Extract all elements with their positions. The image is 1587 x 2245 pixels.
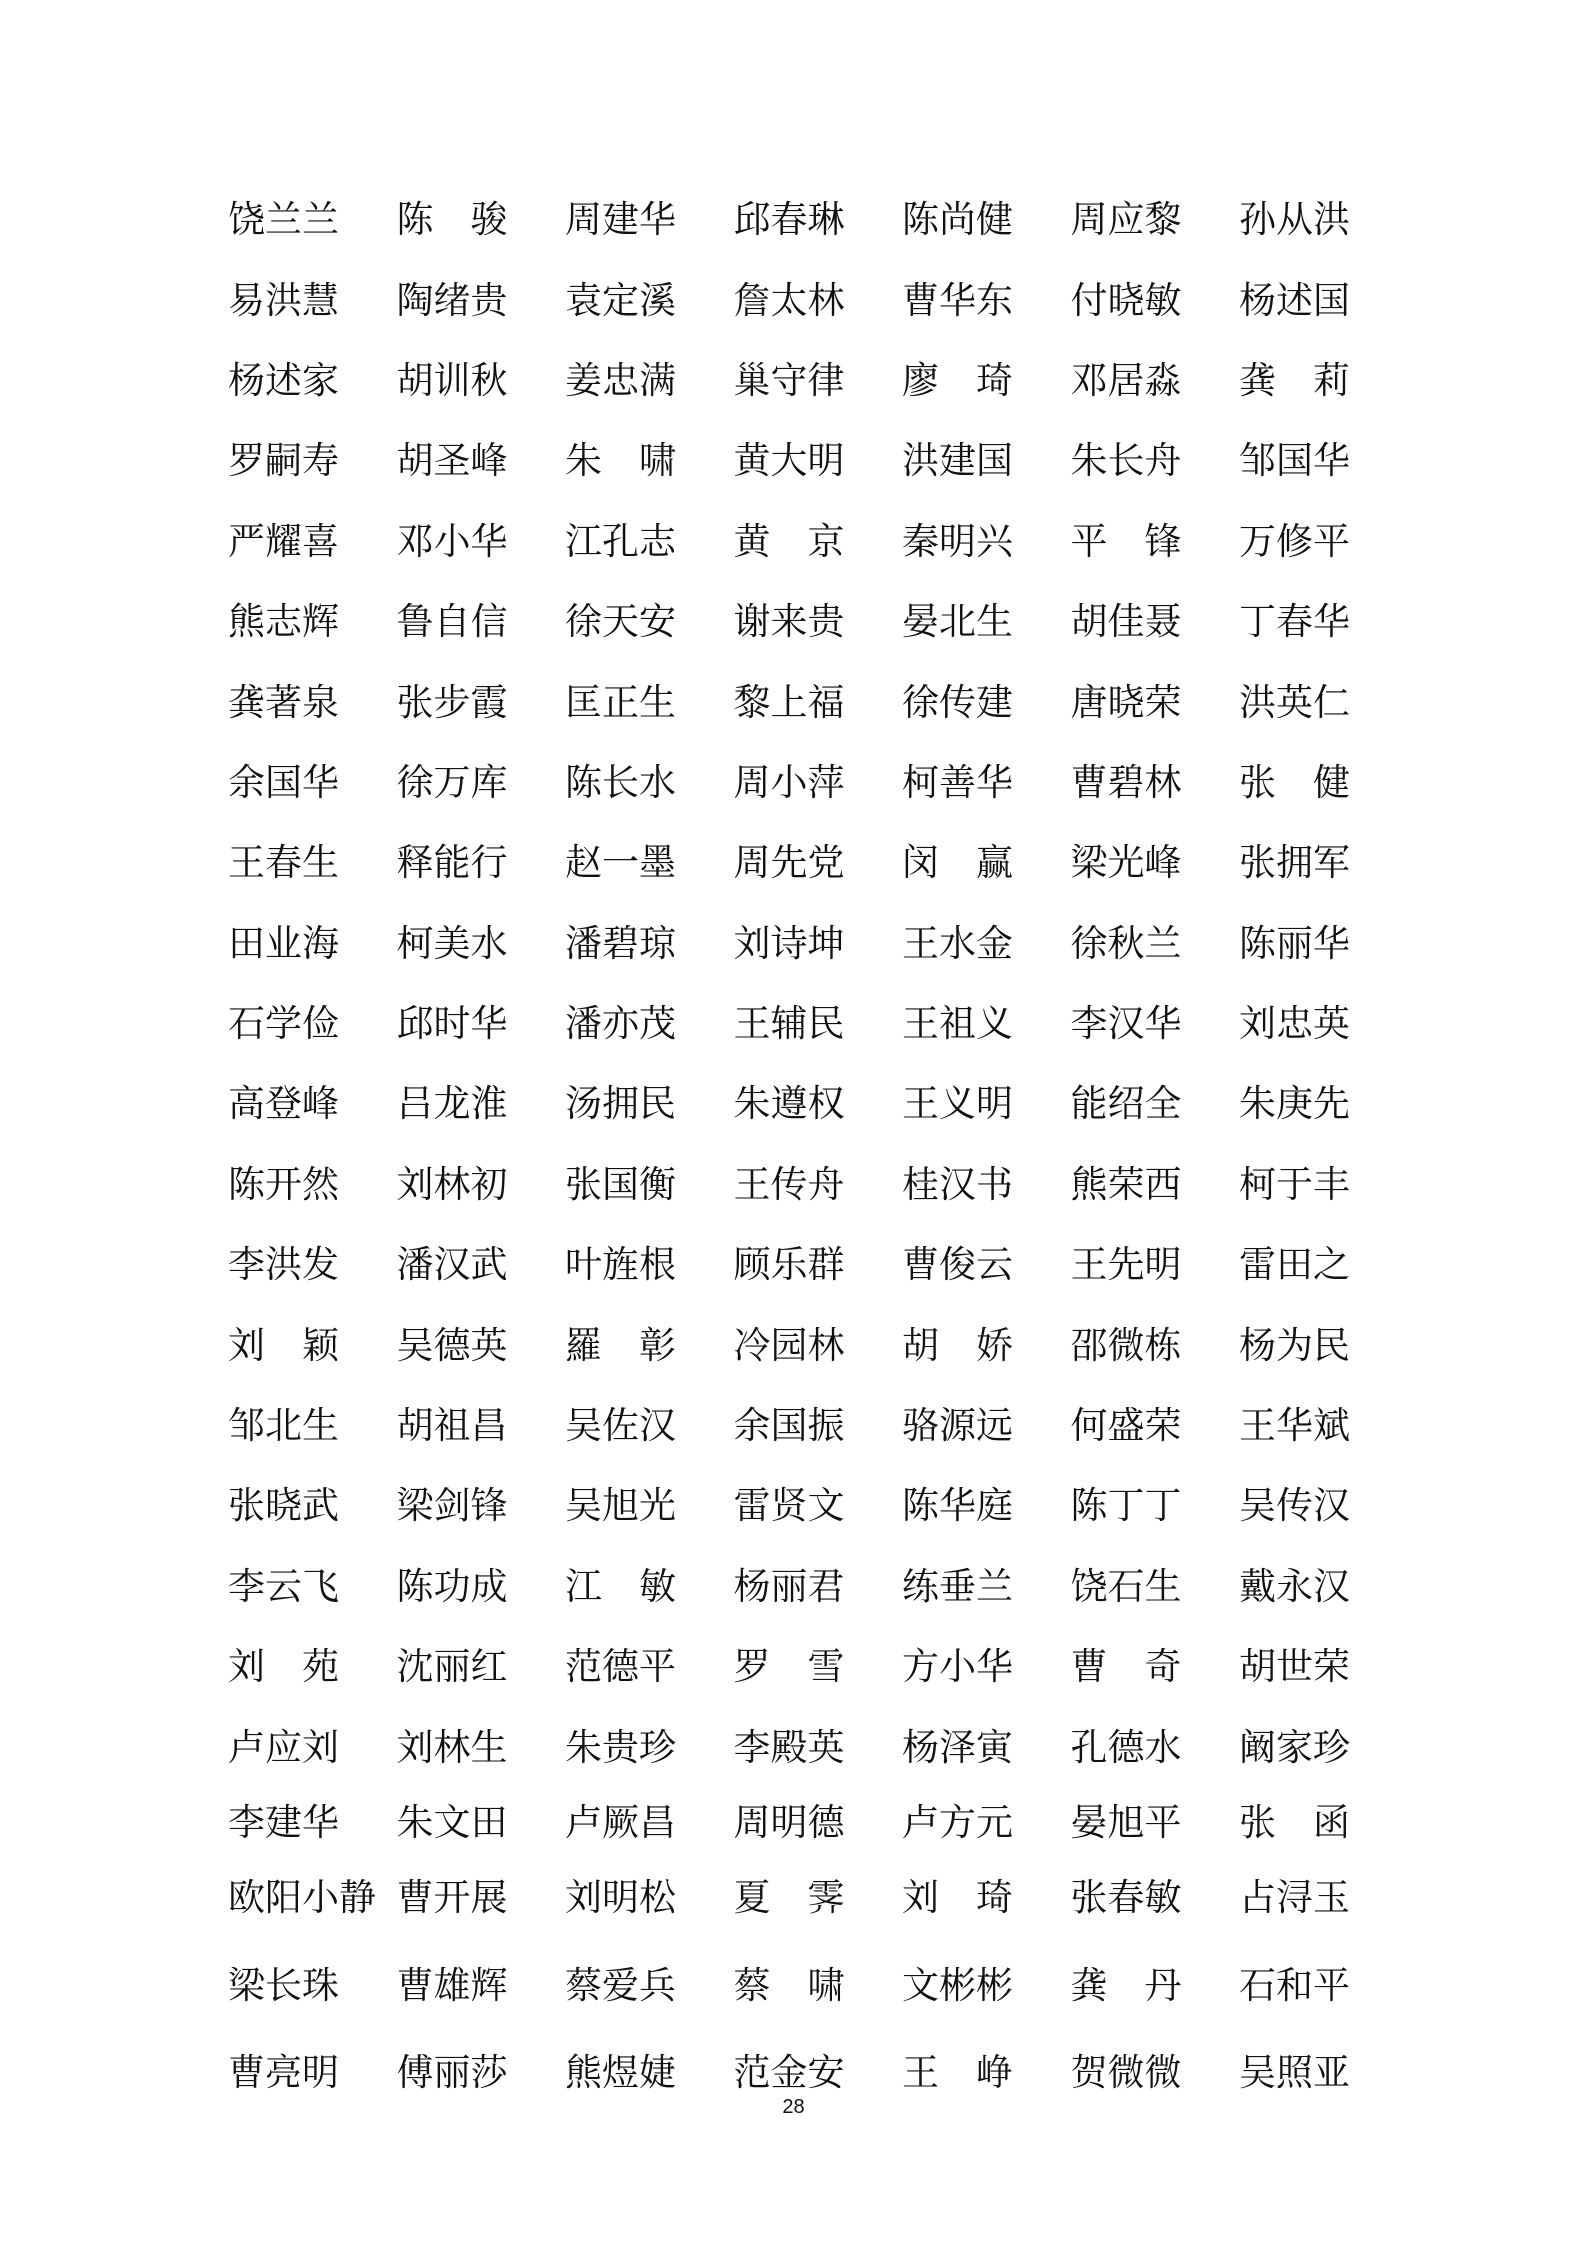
person-name: 刘 苑 <box>228 1645 339 1689</box>
person-name: 罗 雪 <box>733 1645 845 1689</box>
person-name: 杨述家 <box>228 358 339 402</box>
person-name: 姜忠满 <box>565 358 676 402</box>
person-name: 周明德 <box>733 1800 845 1844</box>
person-name: 柯善华 <box>902 760 1013 804</box>
person-name: 谢来贵 <box>733 600 845 644</box>
person-name: 田业海 <box>228 921 339 965</box>
person-name: 闵 赢 <box>902 841 1013 885</box>
person-name: 曹华东 <box>902 278 1013 322</box>
person-name: 吴德英 <box>396 1323 508 1367</box>
person-name: 万修平 <box>1239 519 1350 563</box>
person-name: 何盛荣 <box>1070 1404 1182 1448</box>
person-name: 张晓武 <box>228 1484 339 1528</box>
name-row <box>228 1382 1408 1462</box>
person-name: 胡世荣 <box>1239 1645 1350 1689</box>
person-name: 方小华 <box>902 1645 1013 1689</box>
person-name: 胡 娇 <box>902 1323 1013 1367</box>
person-name: 周建华 <box>565 198 676 242</box>
name-row <box>228 658 1408 738</box>
person-name: 徐秋兰 <box>1070 921 1182 965</box>
person-name: 冷园林 <box>733 1323 845 1367</box>
person-name: 洪英仁 <box>1239 680 1350 724</box>
person-name: 熊荣西 <box>1070 1162 1182 1206</box>
person-name: 徐万库 <box>396 760 508 804</box>
person-name: 秦明兴 <box>902 519 1013 563</box>
person-name: 邱时华 <box>396 1002 508 1046</box>
person-name: 王先明 <box>1070 1243 1182 1287</box>
person-name: 匡正生 <box>565 680 676 724</box>
name-row <box>228 1703 1408 1783</box>
person-name: 陈丽华 <box>1239 921 1350 965</box>
person-name: 黄 京 <box>733 519 845 563</box>
person-name: 饶兰兰 <box>228 198 339 242</box>
person-name: 羅 彰 <box>565 1323 676 1367</box>
name-list <box>228 176 1408 2110</box>
name-row <box>228 980 1408 1060</box>
person-name: 邓小华 <box>396 519 508 563</box>
person-name: 张 健 <box>1239 760 1350 804</box>
person-name: 晏旭平 <box>1070 1800 1182 1844</box>
person-name: 能绍全 <box>1070 1082 1182 1126</box>
person-name: 朱长舟 <box>1070 439 1182 483</box>
person-name: 张国衡 <box>565 1162 676 1206</box>
person-name: 孔德水 <box>1070 1725 1182 1769</box>
person-name: 陈华庭 <box>902 1484 1013 1528</box>
name-row <box>228 1141 1408 1221</box>
person-name: 付晓敏 <box>1070 278 1182 322</box>
person-name: 陈长水 <box>565 760 676 804</box>
person-name: 顾乐群 <box>733 1243 845 1287</box>
name-row <box>228 1221 1408 1301</box>
person-name: 江 敏 <box>565 1564 676 1608</box>
person-name: 柯美水 <box>396 921 508 965</box>
person-name: 王春生 <box>228 841 339 885</box>
name-row <box>228 1543 1408 1623</box>
person-name: 王传舟 <box>733 1162 845 1206</box>
person-name: 张步霞 <box>396 680 508 724</box>
person-name: 周先党 <box>733 841 845 885</box>
person-name: 张春敏 <box>1070 1876 1182 1919</box>
person-name: 沈丽红 <box>396 1645 508 1689</box>
person-name: 张拥军 <box>1239 841 1350 885</box>
person-name: 范德平 <box>565 1645 676 1689</box>
person-name: 吕龙淮 <box>396 1082 508 1126</box>
person-name: 陈尚健 <box>902 198 1013 242</box>
person-name: 江孔志 <box>565 519 676 563</box>
person-name: 曹俊云 <box>902 1243 1013 1287</box>
person-name: 曹开展 <box>396 1876 508 1919</box>
person-name: 范金安 <box>733 2051 845 2095</box>
name-row <box>228 1462 1408 1542</box>
person-name: 吴传汉 <box>1239 1484 1350 1528</box>
person-name: 王义明 <box>902 1082 1013 1126</box>
person-name: 夏 霁 <box>733 1876 845 1919</box>
person-name: 石和平 <box>1239 1963 1350 2007</box>
person-name: 李汉华 <box>1070 1002 1182 1046</box>
person-name: 朱文田 <box>396 1800 508 1844</box>
person-name: 卢方元 <box>902 1800 1013 1844</box>
person-name: 王祖义 <box>902 1002 1013 1046</box>
person-name: 廖 琦 <box>902 358 1013 402</box>
person-name: 陈丁丁 <box>1070 1484 1182 1528</box>
person-name: 袁定溪 <box>565 278 676 322</box>
person-name: 朱 啸 <box>565 439 676 483</box>
person-name: 石学俭 <box>228 1002 339 1046</box>
name-row <box>228 176 1408 256</box>
person-name: 曹碧林 <box>1070 760 1182 804</box>
person-name: 卢应刘 <box>228 1725 339 1769</box>
person-name: 潘汉武 <box>396 1243 508 1287</box>
person-name: 李建华 <box>228 1800 339 1844</box>
person-name: 潘亦茂 <box>565 1002 676 1046</box>
name-row <box>228 900 1408 980</box>
page-number: 28 <box>782 2096 805 2118</box>
person-name: 骆源远 <box>902 1404 1013 1448</box>
person-name: 平 锋 <box>1070 519 1182 563</box>
person-name: 严耀喜 <box>228 519 339 563</box>
person-name: 吴旭光 <box>565 1484 676 1528</box>
person-name: 鲁自信 <box>396 600 508 644</box>
person-name: 余国振 <box>733 1404 845 1448</box>
person-name: 唐晓荣 <box>1070 680 1182 724</box>
person-name: 吴佐汉 <box>565 1404 676 1448</box>
person-name: 徐传建 <box>902 680 1013 724</box>
person-name: 熊志辉 <box>228 600 339 644</box>
name-row <box>228 417 1408 497</box>
person-name: 熊煜婕 <box>565 2051 676 2095</box>
person-name: 邱春琳 <box>733 198 845 242</box>
person-name: 练垂兰 <box>902 1564 1013 1608</box>
person-name: 王水金 <box>902 921 1013 965</box>
person-name: 戴永汉 <box>1239 1564 1350 1608</box>
person-name: 刘林初 <box>396 1162 508 1206</box>
name-row <box>228 1854 1408 1934</box>
person-name: 文彬彬 <box>902 1963 1013 2007</box>
person-name: 巢守律 <box>733 358 845 402</box>
person-name: 杨丽君 <box>733 1564 845 1608</box>
person-name: 李洪发 <box>228 1243 339 1287</box>
person-name: 胡圣峰 <box>396 439 508 483</box>
name-row <box>228 337 1408 417</box>
name-row <box>228 739 1408 819</box>
person-name: 雷贤文 <box>733 1484 845 1528</box>
person-name: 桂汉书 <box>902 1162 1013 1206</box>
person-name: 张 函 <box>1239 1800 1350 1844</box>
person-name: 傅丽莎 <box>396 2051 508 2095</box>
person-name: 胡祖昌 <box>396 1404 508 1448</box>
person-name: 曹雄辉 <box>396 1963 508 2007</box>
person-name: 杨为民 <box>1239 1323 1350 1367</box>
name-row <box>228 1784 1408 1854</box>
person-name: 贺微微 <box>1070 2051 1182 2095</box>
name-row <box>228 256 1408 336</box>
person-name: 刘林生 <box>396 1725 508 1769</box>
person-name: 周应黎 <box>1070 198 1182 242</box>
person-name: 易洪慧 <box>228 278 339 322</box>
person-name: 刘明松 <box>565 1876 676 1919</box>
person-name: 龚 莉 <box>1239 358 1350 402</box>
person-name: 龚著泉 <box>228 680 339 724</box>
person-name: 曹亮明 <box>228 2051 339 2095</box>
person-name: 余国华 <box>228 760 339 804</box>
person-name: 陈开然 <box>228 1162 339 1206</box>
person-name: 李殿英 <box>733 1725 845 1769</box>
person-name: 邹北生 <box>228 1404 339 1448</box>
person-name: 陈功成 <box>396 1564 508 1608</box>
person-name: 朱遵权 <box>733 1082 845 1126</box>
name-row <box>228 1060 1408 1140</box>
person-name: 杨述国 <box>1239 278 1350 322</box>
person-name: 黎上福 <box>733 680 845 724</box>
person-name: 赵一墨 <box>565 841 676 885</box>
person-name: 曹 奇 <box>1070 1645 1182 1689</box>
person-name: 阚家珍 <box>1239 1725 1350 1769</box>
person-name: 王华斌 <box>1239 1404 1350 1448</box>
person-name: 刘诗坤 <box>733 921 845 965</box>
person-name: 丁春华 <box>1239 600 1350 644</box>
person-name: 黄大明 <box>733 439 845 483</box>
person-name: 晏北生 <box>902 600 1013 644</box>
person-name: 邹国华 <box>1239 439 1350 483</box>
person-name: 孙从洪 <box>1239 198 1350 242</box>
person-name: 刘 颖 <box>228 1323 339 1367</box>
person-name: 吴照亚 <box>1239 2051 1350 2095</box>
person-name: 罗嗣寿 <box>228 439 339 483</box>
person-name: 汤拥民 <box>565 1082 676 1126</box>
person-name: 占浔玉 <box>1239 1876 1350 1919</box>
person-name: 潘碧琼 <box>565 921 676 965</box>
person-name: 邓居淼 <box>1070 358 1182 402</box>
person-name: 胡训秋 <box>396 358 508 402</box>
name-row <box>228 1623 1408 1703</box>
person-name: 徐天安 <box>565 600 676 644</box>
person-name: 朱贵珍 <box>565 1725 676 1769</box>
person-name: 蔡爱兵 <box>565 1963 676 2007</box>
person-name: 叶旌根 <box>565 1243 676 1287</box>
person-name: 刘忠英 <box>1239 1002 1350 1046</box>
person-name: 卢厥昌 <box>565 1800 676 1844</box>
person-name: 王 峥 <box>902 2051 1013 2095</box>
person-name: 梁剑锋 <box>396 1484 508 1528</box>
person-name: 洪建国 <box>902 439 1013 483</box>
name-row <box>228 578 1408 658</box>
person-name: 胡佳聂 <box>1070 600 1182 644</box>
person-name: 蔡 啸 <box>733 1963 845 2007</box>
person-name: 周小萍 <box>733 760 845 804</box>
person-name: 梁光峰 <box>1070 841 1182 885</box>
person-name: 朱庚先 <box>1239 1082 1350 1126</box>
person-name: 高登峰 <box>228 1082 339 1126</box>
person-name: 雷田之 <box>1239 1243 1350 1287</box>
person-name: 杨泽寅 <box>902 1725 1013 1769</box>
name-row <box>228 1301 1408 1381</box>
person-name: 释能行 <box>396 841 508 885</box>
person-name: 陶绪贵 <box>396 278 508 322</box>
person-name: 詹太林 <box>733 278 845 322</box>
person-name: 梁长珠 <box>228 1963 339 2007</box>
person-name: 柯于丰 <box>1239 1162 1350 1206</box>
person-name: 陈 骏 <box>396 198 508 242</box>
person-name: 刘 琦 <box>902 1876 1013 1919</box>
person-name: 王辅民 <box>733 1002 845 1046</box>
person-name: 龚 丹 <box>1070 1963 1182 2007</box>
person-name: 李云飞 <box>228 1564 339 1608</box>
person-name: 欧阳小静 <box>228 1876 376 1919</box>
name-row <box>228 1934 1408 2029</box>
name-row <box>228 498 1408 578</box>
name-row <box>228 819 1408 899</box>
person-name: 邵微栋 <box>1070 1323 1182 1367</box>
person-name: 饶石生 <box>1070 1564 1182 1608</box>
